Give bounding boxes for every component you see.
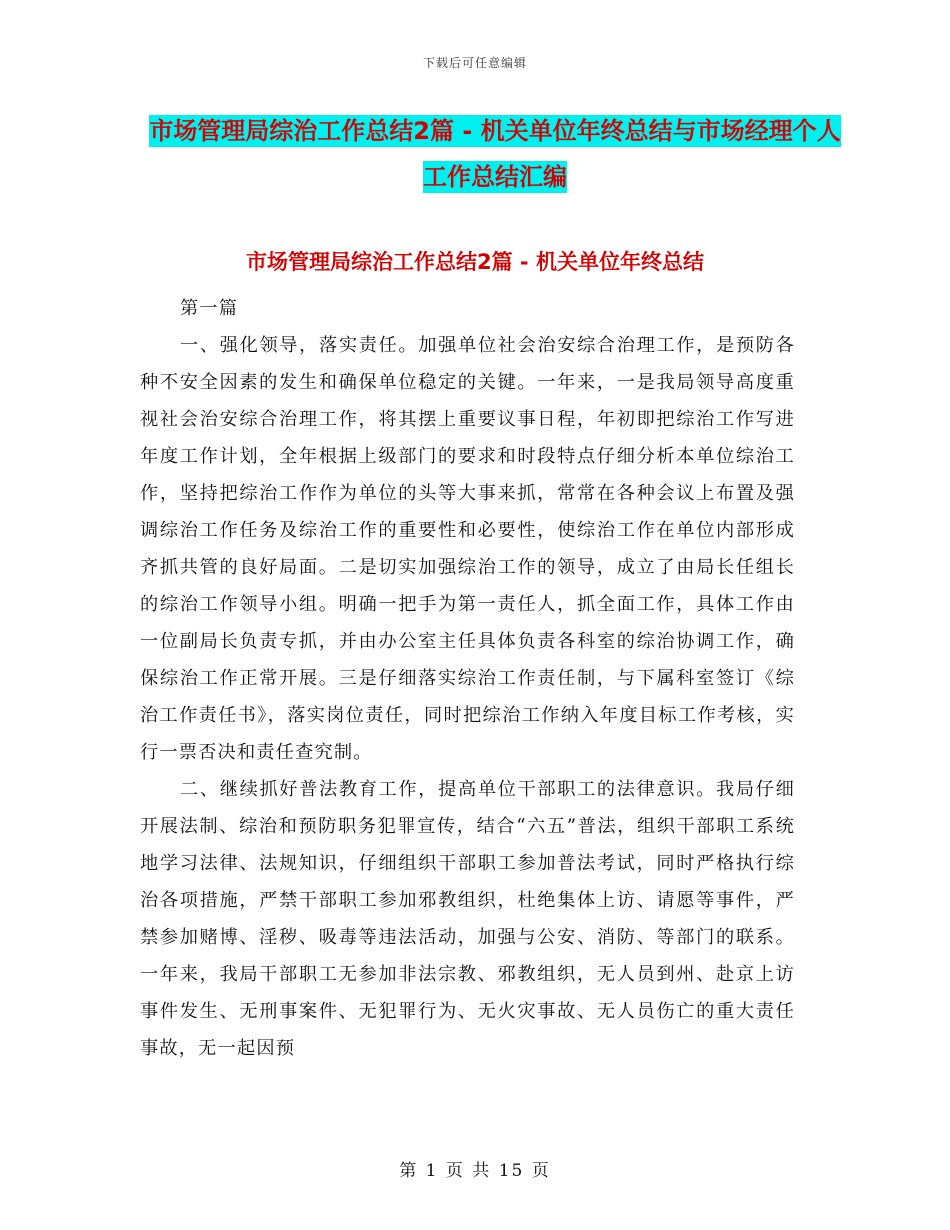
header-note: 下载后可任意编辑 — [422, 56, 527, 70]
document-title-text: 市场管理局综治工作总结2篇 - 机关单位年终总结与市场经理个人工作总结汇编 — [149, 117, 841, 191]
section-title: 市场管理局综治工作总结2篇 - 机关单位年终总结 — [246, 250, 704, 274]
page-footer: 第 1 页 共 15 页 — [399, 1161, 551, 1181]
paragraph-heading: 第一篇 — [180, 298, 239, 319]
document-title — [140, 108, 850, 200]
paragraph: 二、继续抓好普法教育工作，提高单位干部职工的法律意识。我局仔细开展法制、综治和预防职务犯罪宣传，结合“六五”普法，组织干部职工系统地学习法律、法规知识，仔细组织干部职工参加普法考试，同时严格执行综治各项措施，严禁干部职工参加邪教组织，杜绝集体上访、请愿等事件，严禁参加赌博、淫秽、吸毒等违法活动，加强与公安、消防、等部门的联系。一年来，我局干部职工无参加非法宗教、邪教组织，无人员到州、赴京上访事件发生、无刑事案件、无犯罪行为、无火灾事故、无人员伤亡的重大责任事故，无一起因预 — [140, 779, 795, 1059]
body-text — [140, 290, 795, 1067]
paragraph: 一、强化领导，落实责任。加强单位社会治安综合治理工作，是预防各种不安全因素的发生和确保单位稳定的关键。一年来，一是我局领导高度重视社会治安综合治理工作，将其摆上重要议事日程，年初即把综治工作写进年度工作计划，全年根据上级部门的要求和时段特点仔细分析本单位综治工作，坚持把综治工作作为单位的头等大事来抓，常常在各种会议上布置及强调综治工作任务及综治工作的重要性和必要性，使综治工作在单位内部形成齐抓共管的良好局面。二是切实加强综治工作的领导，成立了由局长任组长的综治工作领导小组。明确一把手为第一责任人，抓全面工作，具体工作由一位副局长负责专抓，并由办公室主任具体负责各科室的综治协调工作，确保综治工作正常开展。三是仔细落实综治工作责任制，与下属科室签订《综治工作责任书》，落实岗位责任，同时把综治工作纳入年度目标工作考核，实行一票否决和责任查究制。 — [140, 335, 795, 763]
